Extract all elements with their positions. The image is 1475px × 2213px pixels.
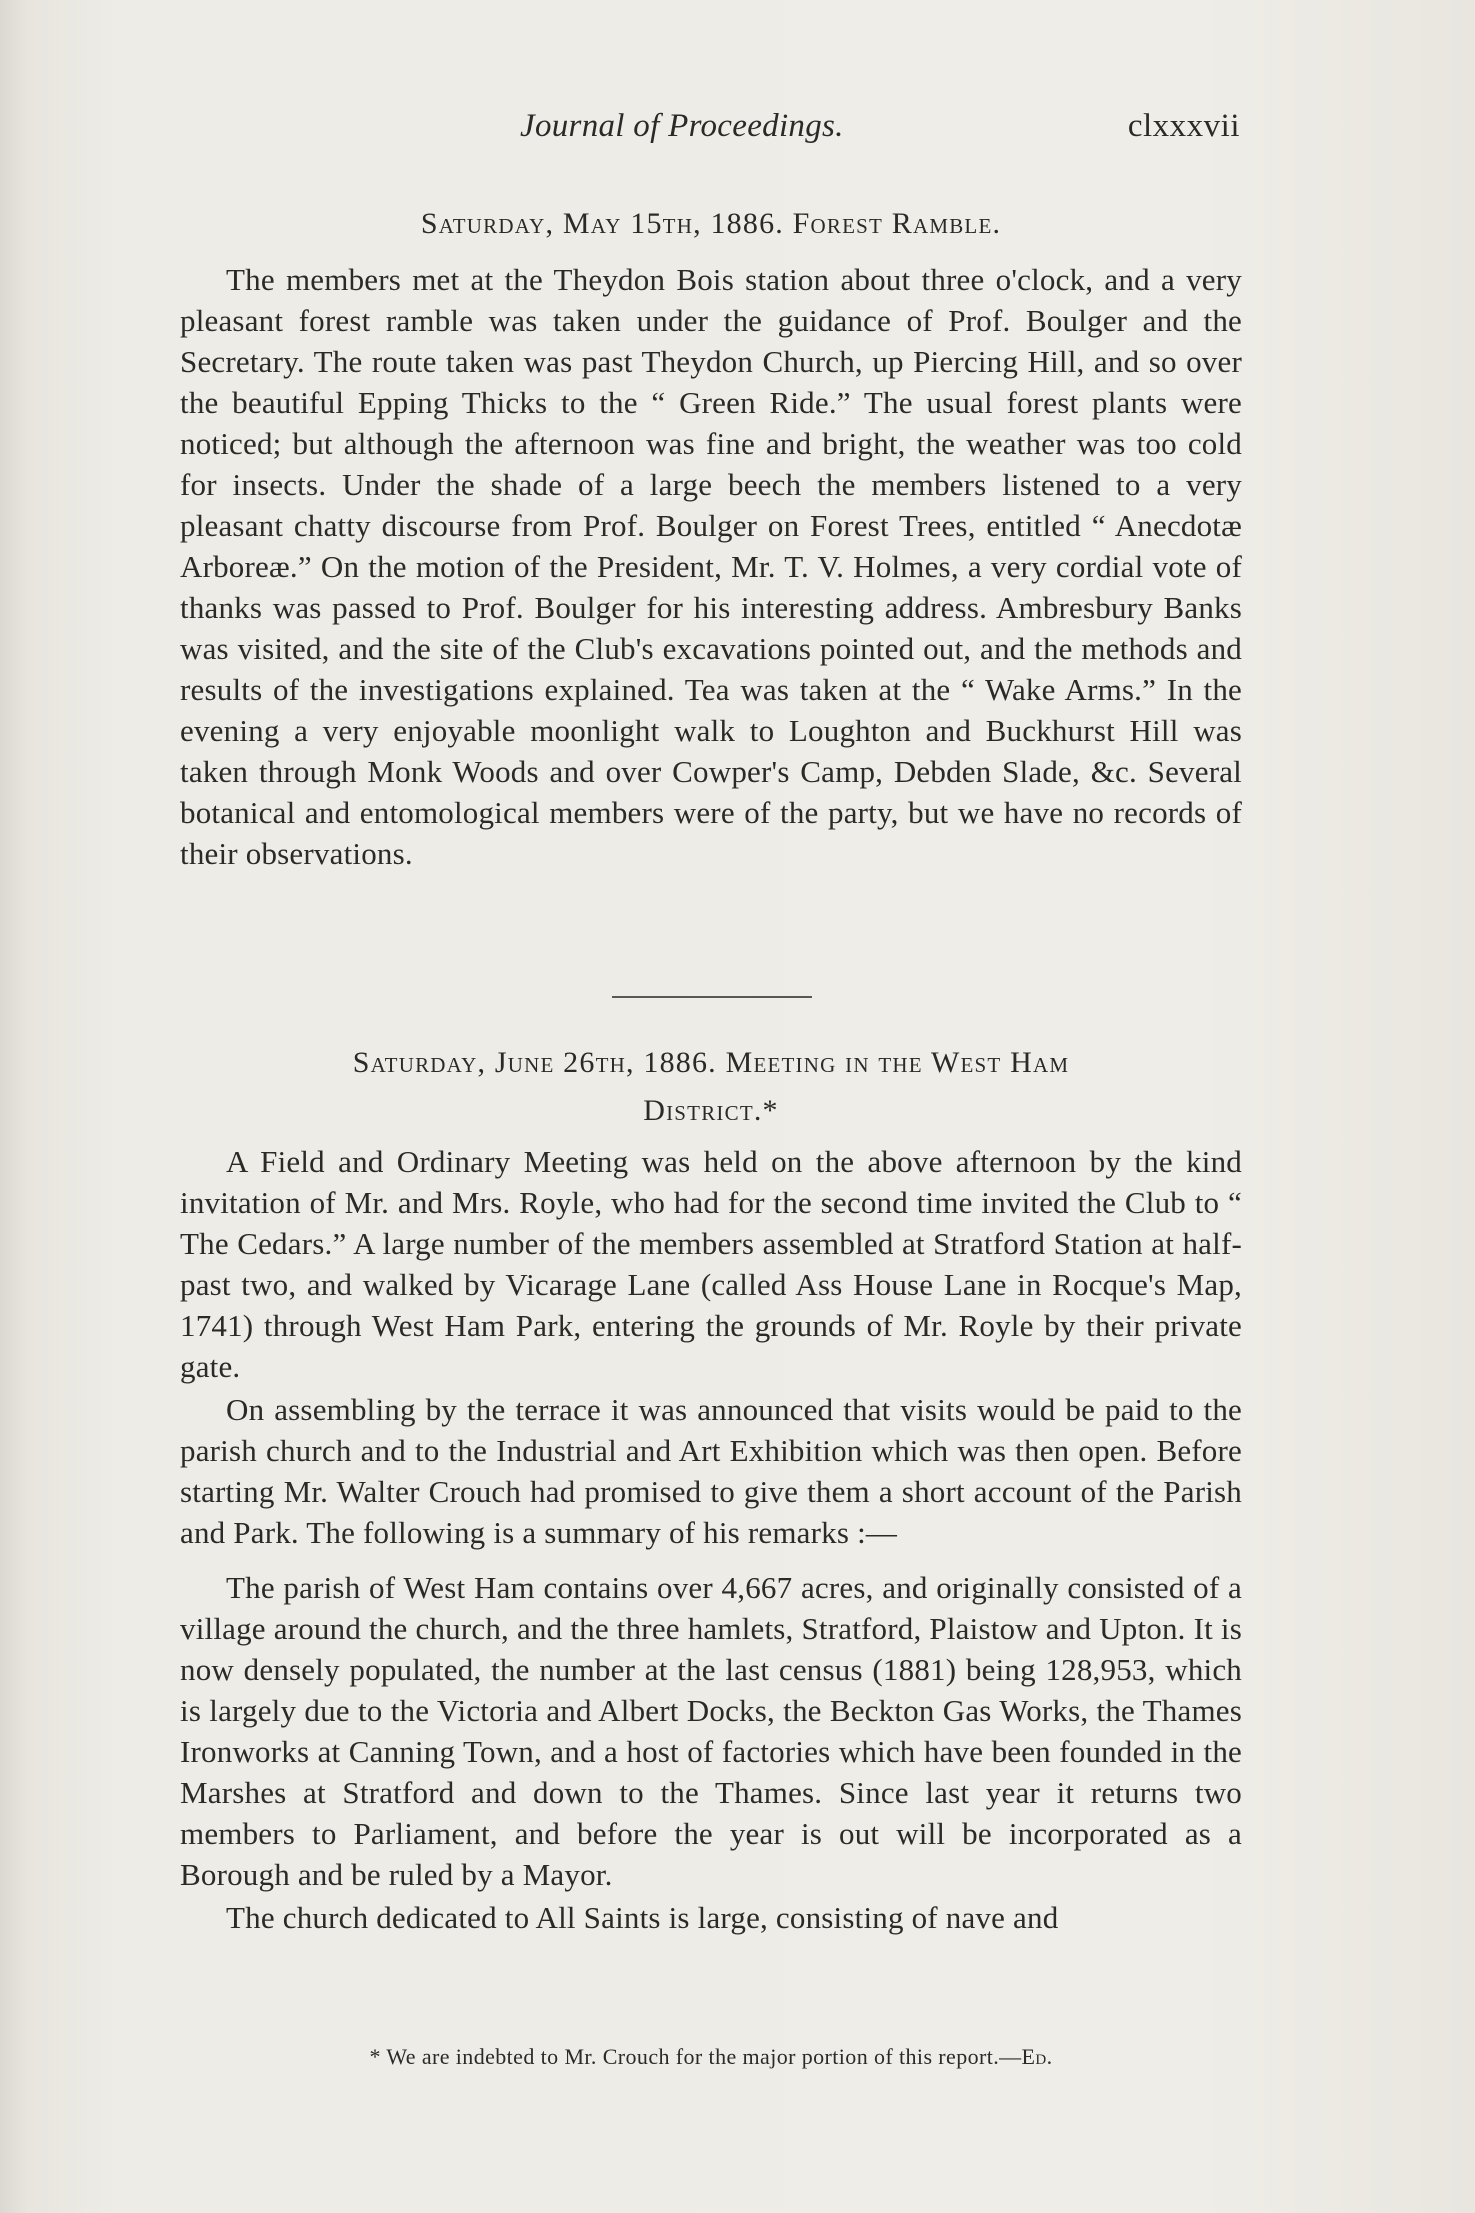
page-number: clxxxvii — [1127, 108, 1240, 144]
section-body-forest-ramble — [180, 259, 1242, 874]
running-title: Journal of Proceedings. — [520, 108, 844, 144]
footnote-text: * We are indebted to Mr. Crouch for the major portion of this report.— — [369, 2044, 1022, 2069]
paragraph: The parish of West Ham contains over 4,667 acres, and originally consisted of a village around the church, and the three hamlets, Stratford, Plaistow and Upton. It is now densely populated, the number at the last census (1881) being 128,953, which is largely due to the Victoria and Albert Docks, the Beckton Gas Works, the Thames Ironworks at Canning Town, and a host of factories which have been founded in the Marshes at Stratford and down to the Thames. Since last year it returns two members to Parliament, and before the year is out will be incorporated as a Borough and be ruled by a Mayor. — [180, 1570, 1242, 1892]
section-heading-forest-ramble — [180, 200, 1242, 248]
section-heading-text: Saturday, May 15th, 1886. Forest Ramble. — [420, 207, 1002, 240]
running-head — [180, 108, 1240, 156]
footnote-editor-mark: Ed. — [1021, 2044, 1053, 2069]
footnote — [180, 2044, 1242, 2070]
section-body-west-ham — [180, 1141, 1242, 1938]
section-heading-west-ham — [180, 1039, 1242, 1135]
paragraph: The church dedicated to All Saints is large, consisting of nave and — [226, 1900, 1059, 1935]
paragraph: A Field and Ordinary Meeting was held on the above afternoon by the kind invitation of Mr. and Mrs. Royle, who had for the second time invited the Club to “ The Cedars.” A large number of the members assembled at Stratford Station at half-past two, and walked by Vicarage Lane (called Ass House Lane in Rocque's Map, 1741) through West Ham Park, entering the grounds of Mr. Royle by their private gate. — [180, 1144, 1242, 1384]
section-heading-line: District.* — [643, 1094, 779, 1127]
section-heading-line: Saturday, June 26th, 1886. Meeting in the West Ham — [352, 1046, 1070, 1079]
paragraph: The members met at the Theydon Bois station about three o'clock, and a very pleasant forest ramble was taken under the guidance of Prof. Boulger and the Secretary. The route taken was past Theydon Church, up Piercing Hill, and so over the beautiful Epping Thicks to the “ Green Ride.” The usual forest plants were noticed; but although the afternoon was fine and bright, the weather was too cold for insects. Under the shade of a large beech the members listened to a very pleasant chatty discourse from Prof. Boulger on Forest Trees, entitled “ Anecdotæ Arboreæ.” On the motion of the President, Mr. T. V. Holmes, a very cordial vote of thanks was passed to Prof. Boulger for his interesting address. Ambresbury Banks was visited, and the site of the Club's excavations pointed out, and the methods and results of the investigations explained. Tea was taken at the “ Wake Arms.” In the evening a very enjoyable moonlight walk to Loughton and Buckhurst Hill was taken through Monk Woods and over Cowper's Camp, Debden Slade, &c. Several botanical and entomological members were of the party, but we have no records of their observations. — [180, 262, 1242, 871]
section-divider — [612, 996, 812, 998]
paragraph: On assembling by the terrace it was announced that visits would be paid to the parish church and to the Industrial and Art Exhibition which was then open. Before starting Mr. Walter Crouch had promised to give them a short account of the Parish and Park. The following is a summary of his remarks :— — [180, 1392, 1242, 1550]
